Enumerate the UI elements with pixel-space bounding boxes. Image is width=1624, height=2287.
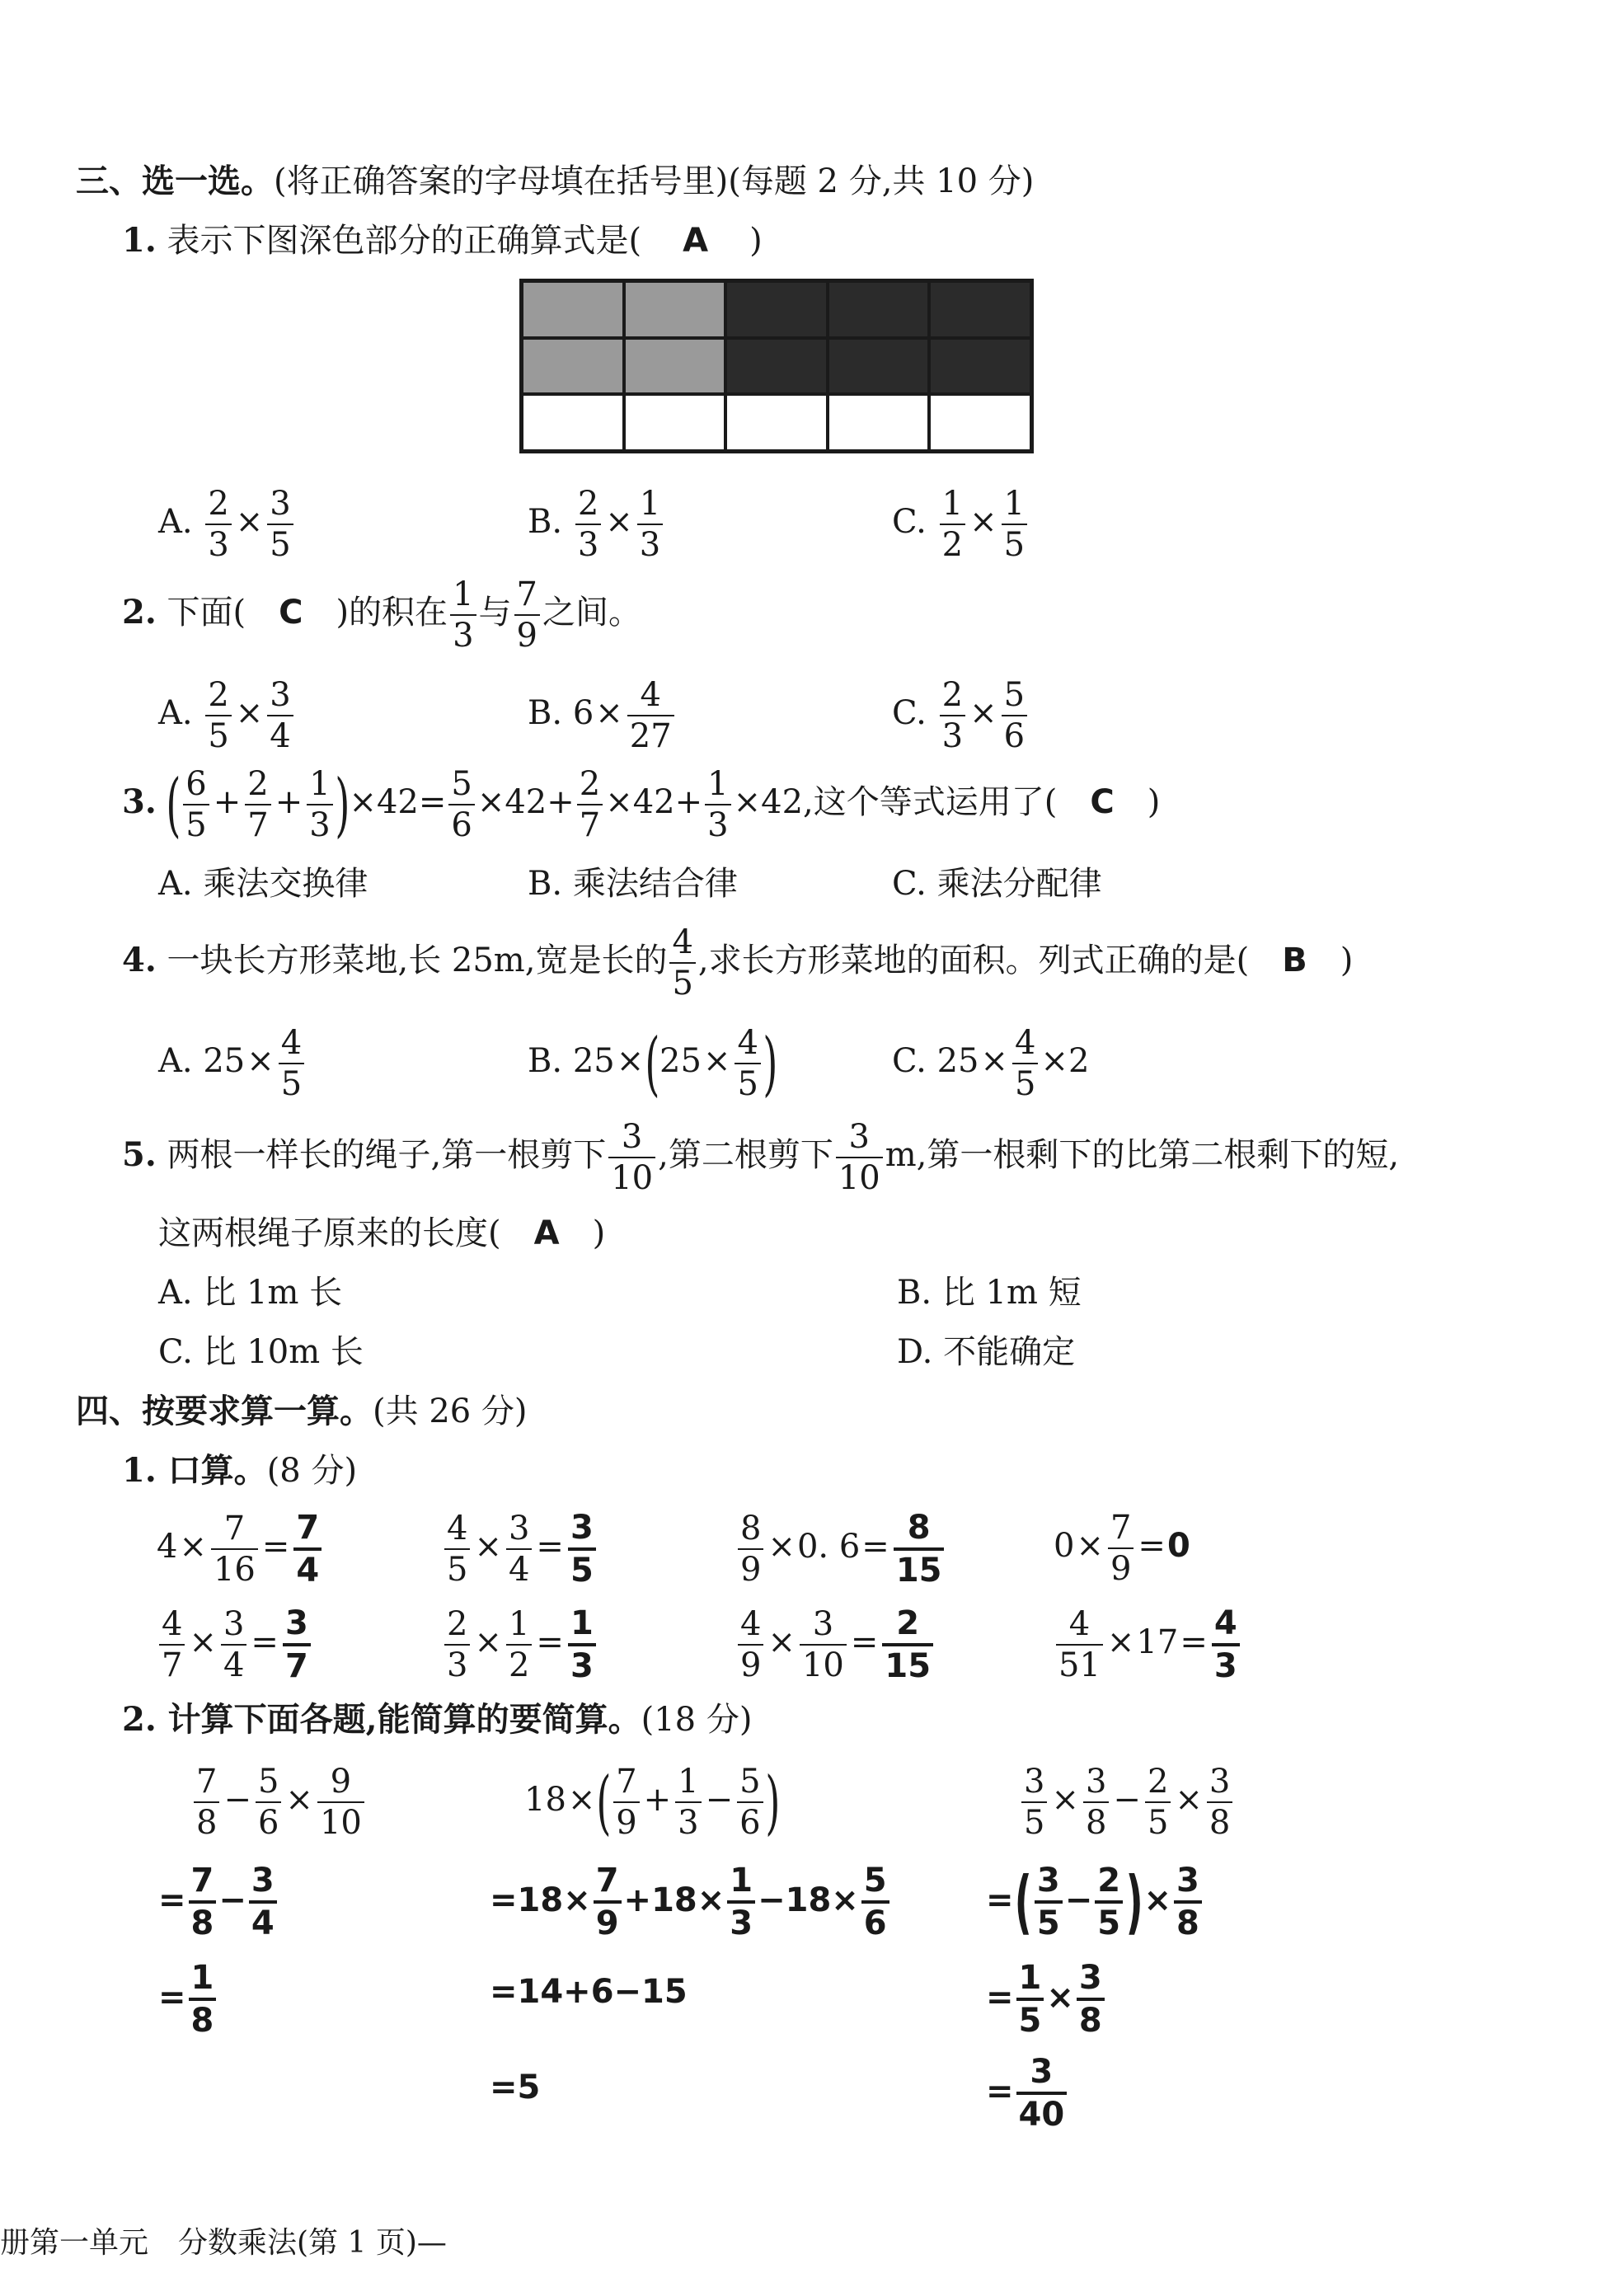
q2-option-c: C. $\frac{2}{3}$ × $\frac{5}{6}$ (892, 678, 1030, 754)
section-4-heading (76, 1392, 528, 1430)
q2-answer: C (279, 594, 303, 632)
q4-option-b: B. 25×(25× $\frac{4}{5}$ ) (528, 1023, 778, 1104)
section-3-note: (将正确答案的字母填在括号里)(每题 2 分,共 10 分) (274, 162, 1035, 200)
grid-cell (624, 281, 726, 338)
q1-option-b: B. $\frac{2}{3}$ × $\frac{1}{3}$ (528, 486, 665, 562)
q2-stem: 2. 下面( C )的积在 $\frac{1}{3}$ 与 $\frac{7}{9}$ 之间。 (122, 575, 641, 655)
q3-answer: C (1090, 783, 1115, 821)
calc-1-expression: $\frac{7}{8}$ − $\frac{5}{6}$ × $\frac{9}{10}$ (191, 1764, 367, 1840)
calc-2-step-1: =18× $\frac{7}{9}$ +18× $\frac{1}{3}$ −18× $\frac{5}{6}$ (490, 1863, 892, 1941)
calc-3-step-2: = $\frac{1}{5}$ × $\frac{3}{8}$ (986, 1961, 1107, 2038)
q5-option-a: A. 比 1m 长 (158, 1274, 343, 1312)
grid-cell (522, 394, 624, 451)
grid-cell (725, 338, 828, 395)
calc-2-step-3: =5 (490, 2069, 541, 2106)
q3-option-b: B. 乘法结合律 (528, 865, 738, 903)
oral-8: $\frac{4}{51}$ ×17= $\frac{4}{3}$ (1054, 1606, 1242, 1684)
q4-stem: 4. 一块长方形菜地,长 25m,宽是长的 $\frac{4}{5}$ ,求长方形菜地的面积。列式正确的是( B ) (122, 923, 1354, 1003)
q5-stem: 5. 两根一样长的绳子,第一根剪下 $\frac{3}{10}$ ,第二根剪下 $\frac{3}{10}$ m,第一根剩下的比第二根剩下的短, (122, 1118, 1400, 1197)
q5-answer: A (533, 1214, 560, 1252)
grid-cell (929, 281, 1031, 338)
section-4-title: 四、按要求算一算。 (76, 1392, 373, 1430)
q5-option-c: C. 比 10m 长 (158, 1333, 364, 1371)
grid-cell (522, 281, 624, 338)
section-3-title: 三、选一选。 (76, 162, 274, 200)
grid-cell (725, 394, 828, 451)
calc-3-step-3: = $\frac{3}{40}$ (986, 2055, 1069, 2132)
grid-cell (522, 338, 624, 395)
q5-option-d: D. 不能确定 (897, 1333, 1076, 1371)
grid-cell (929, 394, 1031, 451)
calc-2-step-2: =14+6−15 (490, 1973, 688, 2011)
oral-5: $\frac{4}{7}$ × $\frac{3}{4}$ = $\frac{3}{7}$ (157, 1606, 313, 1684)
q5-stem-line2: 这两根绳子原来的长度( A ) (158, 1214, 606, 1252)
q4-option-c: C. 25× $\frac{4}{5}$ ×2 (892, 1024, 1090, 1103)
grid-cell (624, 338, 726, 395)
oral-1: 4× $\frac{7}{16}$ = $\frac{7}{4}$ (157, 1510, 324, 1588)
oral-4: 0× $\frac{7}{9}$ =0 (1054, 1509, 1190, 1588)
q2-option-b: B. 6× $\frac{4}{27}$ (528, 678, 677, 754)
q2-option-a: A. $\frac{2}{5}$ × $\frac{3}{4}$ (158, 678, 296, 754)
page-footer: 册第一单元 分数乘法(第 1 页)— (0, 2226, 447, 2260)
grid-cell (828, 338, 930, 395)
oral-6: $\frac{2}{3}$ × $\frac{1}{2}$ = $\frac{1}{3}$ (442, 1606, 598, 1684)
grid-cell (624, 394, 726, 451)
q3-stem: 3. ( $\frac{6}{5}$ + $\frac{2}{7}$ + $\frac{1}{3}$ )×42= $\frac{5}{6}$ ×42+ $\frac{2}{7}$ ×42+ $\frac{1}{3}$ ×42,这个等式运用了( C ) (122, 764, 1161, 845)
part-1-title: 1. 口算。(8 分) (122, 1451, 358, 1490)
shaded-grid-figure (519, 279, 1034, 453)
q1-answer: A (683, 222, 709, 260)
oral-3: $\frac{8}{9}$ ×0. 6= $\frac{8}{15}$ (735, 1510, 946, 1588)
calc-2-expression: 18×( $\frac{7}{9}$ + $\frac{1}{3}$ − $\frac{5}{6}$ ) (524, 1762, 780, 1843)
section-4-note: (共 26 分) (373, 1392, 528, 1430)
grid-cell (725, 281, 828, 338)
oral-2: $\frac{4}{5}$ × $\frac{3}{4}$ = $\frac{3}{5}$ (442, 1510, 598, 1588)
section-3-heading (76, 162, 1035, 200)
q4-option-a: A. 25× $\frac{4}{5}$ (158, 1026, 307, 1101)
q3-option-a: A. 乘法交换律 (158, 865, 368, 903)
calc-1-step-2: = $\frac{1}{8}$ (158, 1961, 218, 2038)
calc-3-expression: $\frac{3}{5}$ × $\frac{3}{8}$ − $\frac{2}{5}$ × $\frac{3}{8}$ (1019, 1764, 1235, 1840)
q1-option-a: A. $\frac{2}{3}$ × $\frac{3}{5}$ (158, 486, 296, 562)
oral-7: $\frac{4}{9}$ × $\frac{3}{10}$ = $\frac{2}{15}$ (735, 1606, 936, 1684)
grid-cell (828, 281, 930, 338)
calc-3-step-1: =( $\frac{3}{5}$ − $\frac{2}{5}$ )× $\frac{3}{8}$ (986, 1863, 1204, 1941)
grid-cell (828, 394, 930, 451)
grid-cell (929, 338, 1031, 395)
q4-answer: B (1282, 942, 1307, 979)
q1-option-c: C. $\frac{1}{2}$ × $\frac{1}{5}$ (892, 486, 1030, 562)
part-2-title: 2. 计算下面各题,能简算的要简算。(18 分) (122, 1700, 753, 1739)
q5-option-b: B. 比 1m 短 (897, 1274, 1082, 1312)
calc-1-step-1: = $\frac{7}{8}$ − $\frac{3}{4}$ (158, 1863, 279, 1941)
q1-stem: 1. 表示下图深色部分的正确算式是( A ) (122, 221, 763, 260)
q3-option-c: C. 乘法分配律 (892, 865, 1102, 903)
